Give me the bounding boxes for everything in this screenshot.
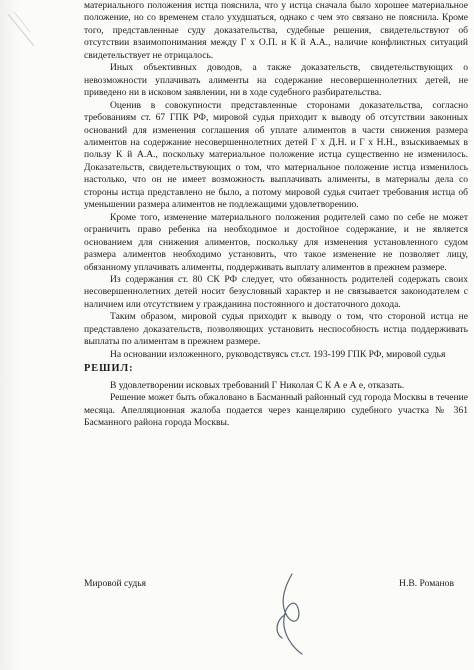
signer-role: Мировой судья (84, 578, 147, 589)
signer-name: Н.В. Романов (399, 578, 454, 589)
margin-stamp-icon (6, 10, 36, 50)
decision-paragraph-1: В удовлетворении исковых требований Г Николая С К А е А е, отказать. (110, 379, 405, 391)
paragraph-5: Из содержания ст. 80 СК РФ следует, что обязанность родителей содержать своих несовершеннолетних детей носит безусловный характер и не связывается законодателем с наличием или отсутствием у гражданина постоянного и достаточного дохода. (84, 273, 468, 310)
scan-edge (0, 0, 20, 670)
paragraph-6: Таким образом, мировой судья приходит к выводу о том, что стороной истца не представлено доказательств, позволяющих установить неспособность истца поддерживать выплаты по алиментам в прежнем размере. (84, 311, 468, 348)
paragraph-1: материального положения истца пояснила, что у истца сначала было хорошее материальное положение, но со временем стало ухудшаться, однако с чем это связано не пояснила. Кроме того, представленные суду доказательства, судебные решения, свидетельствуют об отсутствии взаимопонимания между Г х О.П. и К й А.А., наличие конфликтных ситуаций свидетельствует не отрицалось. (84, 0, 468, 61)
decision-heading: РЕШИЛ: (84, 363, 134, 375)
paragraph-2: Иных объективных доводов, а также доказательств, свидетельствующих о невозможности уплачивать алименты на содержание несовершеннолетних детей, не приведено ни в исковом заявлении, ни в ходе судебного разбирательства. (84, 62, 468, 99)
paragraph-7: На основании изложенного, руководствуясь ст.ст. 193-199 ГПК РФ, мировой судья (110, 348, 446, 360)
document-body (84, 0, 468, 429)
handwritten-signature-icon (262, 568, 322, 658)
decision-paragraph-2: Решение может быть обжаловано в Басманный районный суд города Москвы в течение месяца. Апелляционная жалоба подается через канцелярию судебного участка № 361 Басманного района города Москвы. (84, 392, 468, 428)
paragraph-4: Кроме того, изменение материального положения родителей само по себе не может ограничить право ребенка на необходимое и достойное содержание, и не является основанием для снижения алиментов, поскольку для изменения установленного судом размера алиментов необходимо установить, что такое изменение не позволяет лицу, обязанному уплачивать алименты, поддерживать выплату алиментов в прежнем размере. (84, 211, 468, 273)
paragraph-3: Оценив в совокупности представленные сторонами доказательства, согласно требованиям ст. 67 ГПК РФ, мировой судья приходит к выводу об отсутствии законных оснований для изменения соглашения об уплате алиментов в части снижения размера алиментов на содержание несовершеннолетних детей Г х Д.Н. и Г х Н.Н., взыскиваемых в пользу К й А.А., поскольку материальное положение истца существенно не изменилось. Доказательств, свидетельствующих о том, что материальное положение истца изменилось настолько, что он не имеет возможность выплачивать алименты, в материалы дела со стороны истца представлено не было, а потому мировой судья считает требования истца об уменьшении размера алиментов не подлежащими удовлетворению. (84, 99, 468, 211)
